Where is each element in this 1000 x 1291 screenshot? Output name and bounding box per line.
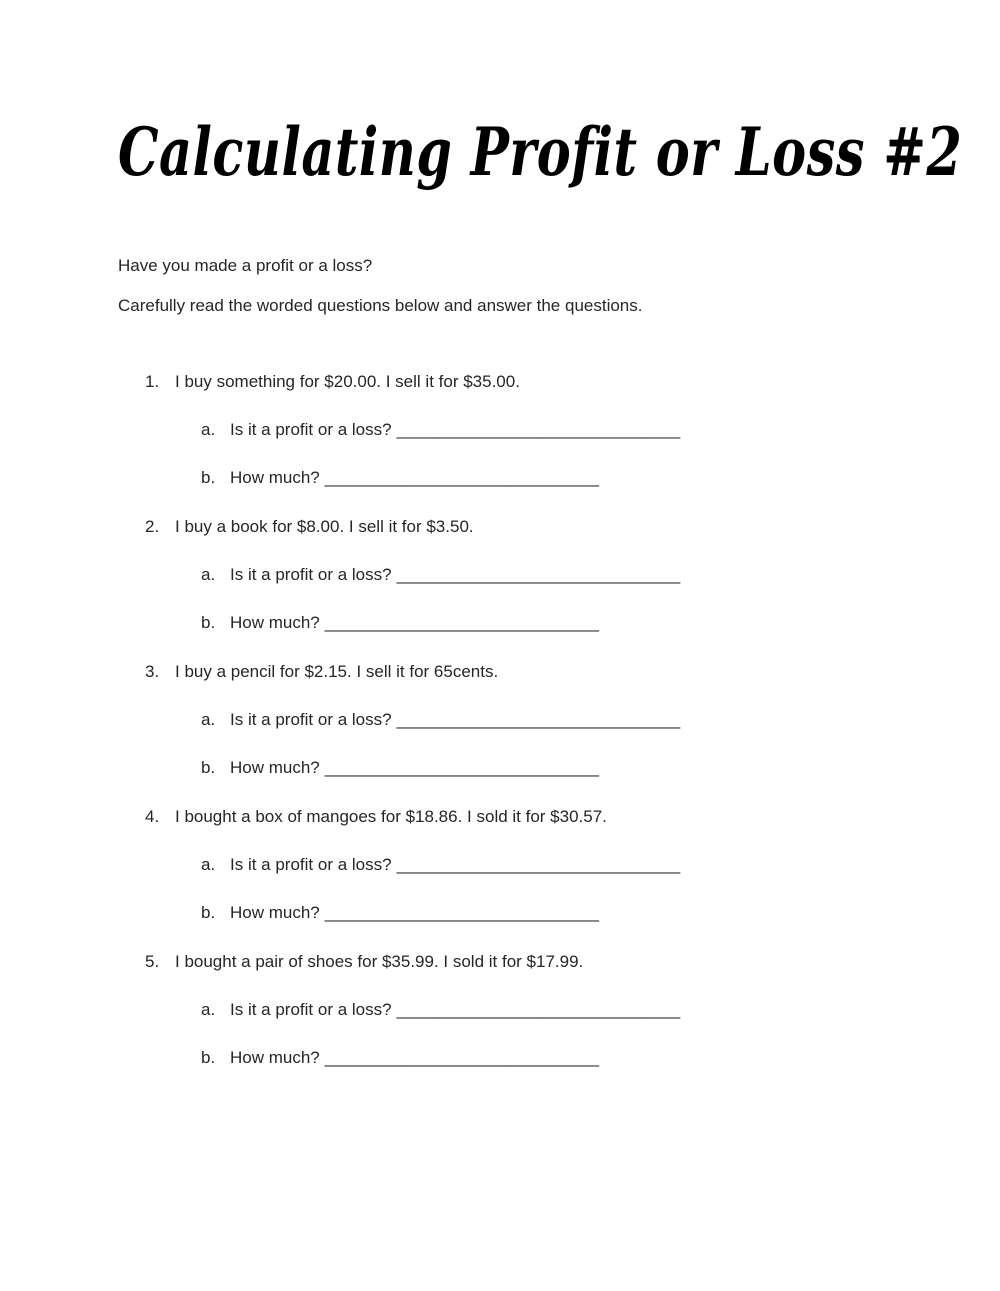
subquestion-label: b. bbox=[201, 468, 216, 487]
question-line bbox=[118, 517, 960, 537]
subquestion-prompt: How much? bbox=[230, 468, 320, 487]
question-item bbox=[118, 517, 960, 633]
subquestion-a-line bbox=[118, 565, 960, 585]
answer-blank: ______________________________ bbox=[396, 420, 681, 439]
answer-blank: ______________________________ bbox=[396, 855, 681, 874]
question-text: I bought a box of mangoes for $18.86. I sold it for $30.57. bbox=[175, 807, 607, 826]
question-text: I buy a pencil for $2.15. I sell it for 65cents. bbox=[175, 662, 499, 681]
subquestion-label: b. bbox=[201, 613, 216, 632]
subquestion-prompt: Is it a profit or a loss? bbox=[230, 565, 392, 584]
subquestion-b-line bbox=[118, 903, 960, 923]
page-title: Calculating Profit or Loss #2 bbox=[118, 113, 963, 192]
subquestion-a-line bbox=[118, 855, 960, 875]
subquestion-label: b. bbox=[201, 758, 216, 777]
question-text: I buy something for $20.00. I sell it for $35.00. bbox=[175, 372, 520, 391]
subquestion-b-line bbox=[118, 468, 960, 488]
subquestion-label: a. bbox=[201, 565, 216, 584]
subquestion-prompt: Is it a profit or a loss? bbox=[230, 855, 392, 874]
subquestion-b-line bbox=[118, 758, 960, 778]
question-number: 4. bbox=[145, 807, 160, 826]
question-number: 1. bbox=[145, 372, 160, 391]
subquestion-prompt: How much? bbox=[230, 903, 320, 922]
subquestion-label: a. bbox=[201, 420, 216, 439]
question-item bbox=[118, 662, 960, 778]
subquestion-label: a. bbox=[201, 1000, 216, 1019]
subquestion-label: b. bbox=[201, 1048, 216, 1067]
question-line bbox=[118, 952, 960, 972]
question-item bbox=[118, 372, 960, 488]
subquestion-prompt: Is it a profit or a loss? bbox=[230, 420, 392, 439]
answer-blank: _____________________________ bbox=[324, 758, 599, 777]
question-list bbox=[118, 372, 960, 1068]
question-number: 2. bbox=[145, 517, 160, 536]
answer-blank: ______________________________ bbox=[396, 1000, 681, 1019]
question-item bbox=[118, 807, 960, 923]
answer-blank: ______________________________ bbox=[396, 710, 681, 729]
subquestion-label: b. bbox=[201, 903, 216, 922]
question-text: I buy a book for $8.00. I sell it for $3.50. bbox=[175, 517, 474, 536]
subquestion-prompt: How much? bbox=[230, 758, 320, 777]
subquestion-prompt: Is it a profit or a loss? bbox=[230, 710, 392, 729]
question-item bbox=[118, 952, 960, 1068]
question-line bbox=[118, 662, 960, 682]
subquestion-a-line bbox=[118, 1000, 960, 1020]
subquestion-a-line bbox=[118, 420, 960, 440]
question-number: 3. bbox=[145, 662, 160, 681]
subquestion-b-line bbox=[118, 613, 960, 633]
intro-line-2: Carefully read the worded questions below and answer the questions. bbox=[118, 296, 643, 315]
answer-blank: _____________________________ bbox=[324, 468, 599, 487]
question-line bbox=[118, 807, 960, 827]
answer-blank: ______________________________ bbox=[396, 565, 681, 584]
subquestion-prompt: How much? bbox=[230, 1048, 320, 1067]
question-text: I bought a pair of shoes for $35.99. I sold it for $17.99. bbox=[175, 952, 584, 971]
question-number: 5. bbox=[145, 952, 160, 971]
subquestion-a-line bbox=[118, 710, 960, 730]
subquestion-prompt: How much? bbox=[230, 613, 320, 632]
answer-blank: _____________________________ bbox=[324, 613, 599, 632]
intro-line-1: Have you made a profit or a loss? bbox=[118, 256, 373, 275]
subquestion-label: a. bbox=[201, 855, 216, 874]
subquestion-b-line bbox=[118, 1048, 960, 1068]
question-line bbox=[118, 372, 960, 392]
answer-blank: _____________________________ bbox=[324, 903, 599, 922]
subquestion-prompt: Is it a profit or a loss? bbox=[230, 1000, 392, 1019]
answer-blank: _____________________________ bbox=[324, 1048, 599, 1067]
subquestion-label: a. bbox=[201, 710, 216, 729]
